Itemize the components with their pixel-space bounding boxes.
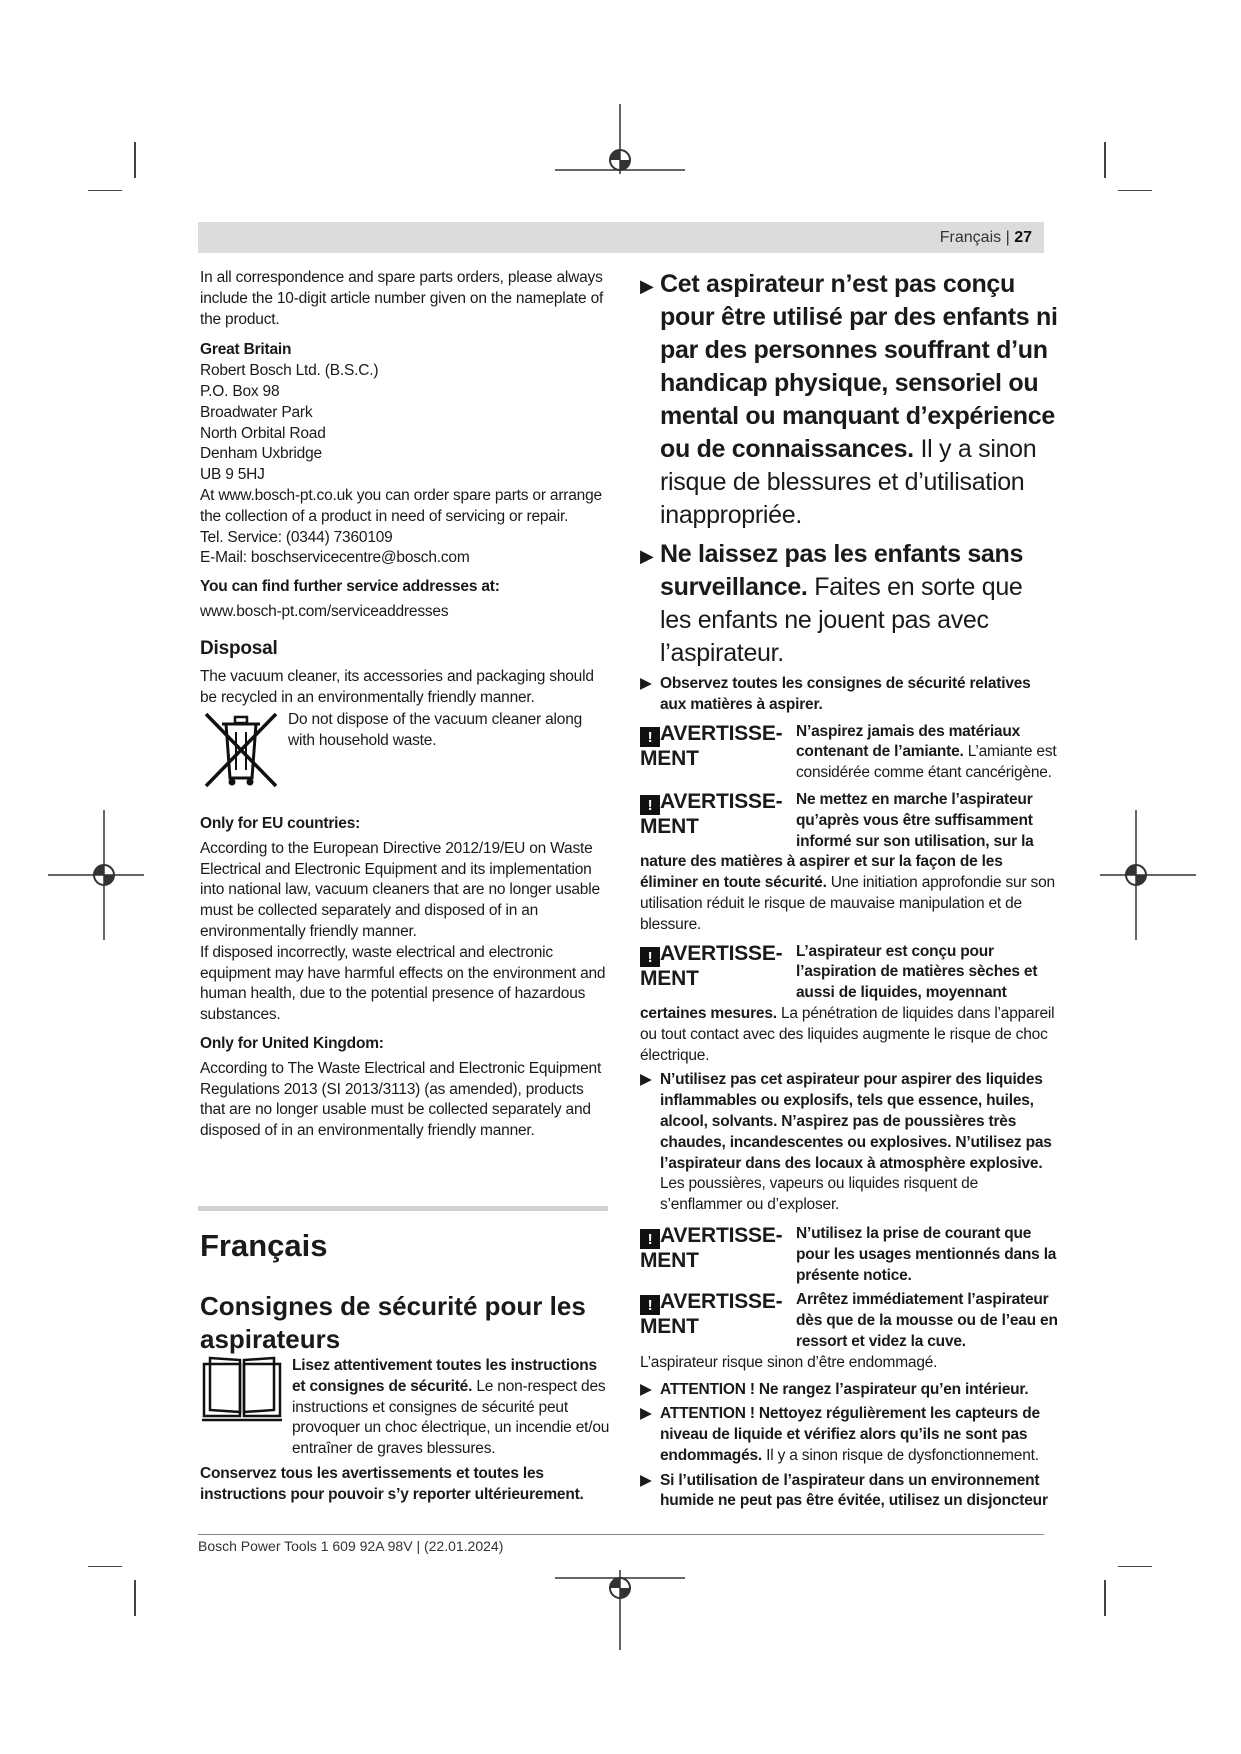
warning-triangle-icon: ! — [640, 947, 660, 967]
warning-bold: N’utilisez la prise de courant que pour les usages mentionnés dans la présente notice. — [796, 1224, 1057, 1284]
bullet-bold: Cet aspirateur n’est pas conçu pour être utilisé par des enfants ni par des personnes souffrant d’un handicap physique, sensoriel ou mental ou manquant d’expérience ou de connaissances. — [660, 270, 1058, 463]
warning-triangle-icon: ! — [640, 1295, 660, 1315]
right-column — [640, 268, 1060, 1512]
bullet-bold: ATTENTION ! Nettoyez régulièrement les capteurs de niveau de liquide et vérifiez alors qu’ils ne sont pas endommagés. — [660, 1405, 1040, 1464]
section-subtitle: Consignes de sécurité pour les aspirateurs — [200, 1291, 586, 1354]
page-header — [198, 222, 1044, 253]
warning-text: L’amiante est considérée comme étant cancérigène. — [796, 743, 1057, 782]
warning-liquids — [640, 942, 1060, 1067]
warning-label: ! AVERTISSE- MENT — [640, 1290, 783, 1339]
bullet-bold: ATTENTION ! Ne rangez l’aspirateur qu’en intérieur. — [660, 1380, 1029, 1398]
warning-asbestos — [640, 722, 1060, 784]
gb-line: At www.bosch-pt.co.uk you can order spare parts or arrange the collection of a product in need of servicing or repair. — [200, 486, 602, 525]
section-divider — [198, 1206, 608, 1211]
bullet-text: Il y a sinon risque de dysfonctionnement. — [762, 1446, 1039, 1464]
gb-line: UB 9 5HJ — [200, 466, 265, 484]
left-column-eu — [200, 814, 610, 1142]
bullet-materials — [640, 674, 1060, 716]
bullet-children — [640, 268, 1060, 532]
gb-line: Broadwater Park — [200, 403, 313, 421]
crop-mark — [1118, 1566, 1152, 1567]
header-language: Français — [939, 229, 1002, 246]
warning-label: ! AVERTISSE- MENT — [640, 789, 783, 838]
crop-mark — [1118, 190, 1152, 191]
bullet-arrow-icon: ▶ — [640, 276, 654, 296]
crop-mark — [88, 1566, 122, 1567]
gb-line: Denham Uxbridge — [200, 445, 322, 463]
bullet-arrow-icon: ▶ — [640, 675, 652, 692]
intro-paragraph: In all correspondence and spare parts orders, please always include the 10-digit article number given on the nameplate of the product. — [200, 269, 604, 328]
warning-usage — [640, 790, 1060, 936]
warning-bold: N’aspirez jamais des matériaux contenant de l’amiante. — [796, 722, 1021, 761]
warning-bold: Arrêtez immédiatement l’aspirateur dès que de la mousse ou de l’eau en ressort et videz la cuve. — [796, 1291, 1058, 1350]
section-title: Français — [200, 1228, 328, 1263]
further-heading: You can find further service addresses at: — [200, 578, 500, 596]
bullet-bold: Ne laissez pas les enfants sans surveillance. — [660, 540, 1024, 601]
bullet-arrow-icon: ▶ — [640, 1405, 652, 1423]
disposal-heading: Disposal — [200, 637, 278, 659]
bullet-supervision — [640, 538, 1060, 670]
further-url: www.bosch-pt.com/serviceaddresses — [200, 602, 449, 620]
bullet-text: Les poussières, vapeurs ou liquides risquent de s’enflammer ou d’exploser. — [660, 1175, 979, 1214]
read-instructions-block — [200, 1356, 610, 1506]
gb-line: North Orbital Road — [200, 424, 326, 442]
warning-foam-text: L’aspirateur risque sinon d’être endommagé. — [640, 1353, 938, 1371]
bullet-arrow-icon: ▶ — [640, 1471, 652, 1489]
bullet-humid — [640, 1471, 1060, 1513]
bullet-bold: N’utilisez pas cet aspirateur pour aspirer des liquides inflammables ou explosifs, tels que essence, huiles, alcool, solvants. N’aspirez pas de poussières très chaudes, incandescentes ou explosives. N’utilisez pas l’aspirateur dans des locaux à atmosphère explosive. — [660, 1071, 1052, 1172]
warning-triangle-icon: ! — [640, 727, 660, 747]
crop-mark — [134, 1580, 136, 1616]
crossed-bin-icon — [200, 708, 282, 790]
bullet-text: Il y a sinon risque de blessures et d’utilisation inappropriée. — [660, 435, 1037, 529]
weee-block — [200, 710, 610, 790]
crop-mark — [1104, 142, 1106, 178]
registration-mark-bottom — [555, 1570, 685, 1650]
weee-text: Do not dispose of the vacuum cleaner along with household waste. — [288, 711, 583, 750]
left-column — [200, 268, 610, 790]
registration-mark-right — [1100, 810, 1196, 940]
warning-triangle-icon: ! — [640, 795, 660, 815]
eu-text-1: According to the European Directive 2012/19/EU on Waste Electrical and Electronic Equipment and its implementation into national law, vacuum cleaners that are no longer usable must be collected separately and disposed of in an environmentally friendly manner. — [200, 839, 600, 940]
warning-label: ! AVERTISSE- MENT — [640, 941, 783, 990]
warning-bold: Ne mettez en marche l’aspirateur qu’après vous être suffisamment informé sur son utilisation, sur la nature des matières à aspirer et sur la façon de les éliminer en toute sécurité. — [640, 790, 1034, 892]
gb-line: Robert Bosch Ltd. (B.S.C.) — [200, 362, 379, 380]
bullet-bold: Si l’utilisation de l’aspirateur dans un environnement humide ne peut pas être évitée, utilisez un disjoncteur — [660, 1471, 1048, 1510]
bullet-indoor — [640, 1380, 1060, 1401]
warning-triangle-icon: ! — [640, 1229, 660, 1249]
uk-text: According to The Waste Electrical and Electronic Equipment Regulations 2013 (SI 2013/3113) (as amended), products that are no longer usable must be collected separately and disposed of in an environmentally friendly manner. — [200, 1059, 602, 1140]
read-manual-book-icon — [200, 1356, 284, 1424]
disposal-text: The vacuum cleaner, its accessories and packaging should be recycled in an environmentally friendly manner. — [200, 667, 594, 706]
page-number: 27 — [1014, 229, 1032, 246]
bullet-flammable — [640, 1070, 1060, 1216]
warning-text: La pénétration de liquides dans l’appareil ou tout contact avec des liquides augmente le risque de choc électrique. — [640, 1004, 1055, 1064]
footer-divider — [198, 1534, 1044, 1535]
bullet-arrow-icon: ▶ — [640, 546, 654, 566]
registration-mark-top — [555, 104, 685, 194]
keep-instructions: Conservez tous les avertissements et toutes les instructions pour pouvoir s’y reporter ultérieurement. — [200, 1464, 584, 1503]
uk-heading: Only for United Kingdom: — [200, 1034, 384, 1052]
header-separator: | — [1005, 229, 1010, 246]
warning-socket — [640, 1224, 1060, 1286]
page-header-label — [940, 229, 1032, 247]
warning-foam — [640, 1290, 1060, 1352]
gb-line: P.O. Box 98 — [200, 382, 280, 400]
gb-heading: Great Britain — [200, 341, 292, 359]
read-instructions-bold: Lisez attentivement toutes les instructions et consignes de sécurité. — [292, 1357, 597, 1395]
eu-heading: Only for EU countries: — [200, 815, 361, 832]
crop-mark — [1104, 1580, 1106, 1616]
page-footer: Bosch Power Tools 1 609 92A 98V | (22.01.2024) — [198, 1538, 504, 1554]
warning-label: ! AVERTISSE- MENT — [640, 721, 783, 770]
gb-line: Tel. Service: (0344) 7360109 — [200, 528, 393, 546]
read-instructions-text: Le non-respect des instructions et consignes de sécurité peut provoquer un choc électrique, un incendie et/ou entraîner de graves blessures. — [292, 1377, 610, 1458]
crop-mark — [88, 190, 122, 191]
warning-bold: L’aspirateur est conçu pour l’aspiration de matières sèches et aussi de liquides, moyennant certaines mesures. — [640, 942, 1038, 1022]
bullet-text: Faites en sorte que les enfants ne jouent pas avec l’aspirateur. — [660, 573, 1023, 667]
gb-line: E-Mail: boschservicecentre@bosch.com — [200, 549, 470, 567]
eu-text-2: If disposed incorrectly, waste electrical and electronic equipment may have harmful effects on the environment and human health, due to the potential presence of hazardous substances. — [200, 943, 606, 1024]
bullet-arrow-icon: ▶ — [640, 1380, 652, 1398]
crop-mark — [134, 142, 136, 178]
bullet-arrow-icon: ▶ — [640, 1071, 652, 1089]
registration-mark-left — [48, 810, 144, 940]
warning-label: ! AVERTISSE- MENT — [640, 1223, 783, 1272]
warning-text: Une initiation approfondie sur son utilisation réduit le risque de mauvaise manipulation et de blessure. — [640, 874, 1055, 933]
bullet-bold: Observez toutes les consignes de sécurité relatives aux matières à aspirer. — [660, 675, 1031, 713]
bullet-sensors — [640, 1404, 1060, 1466]
